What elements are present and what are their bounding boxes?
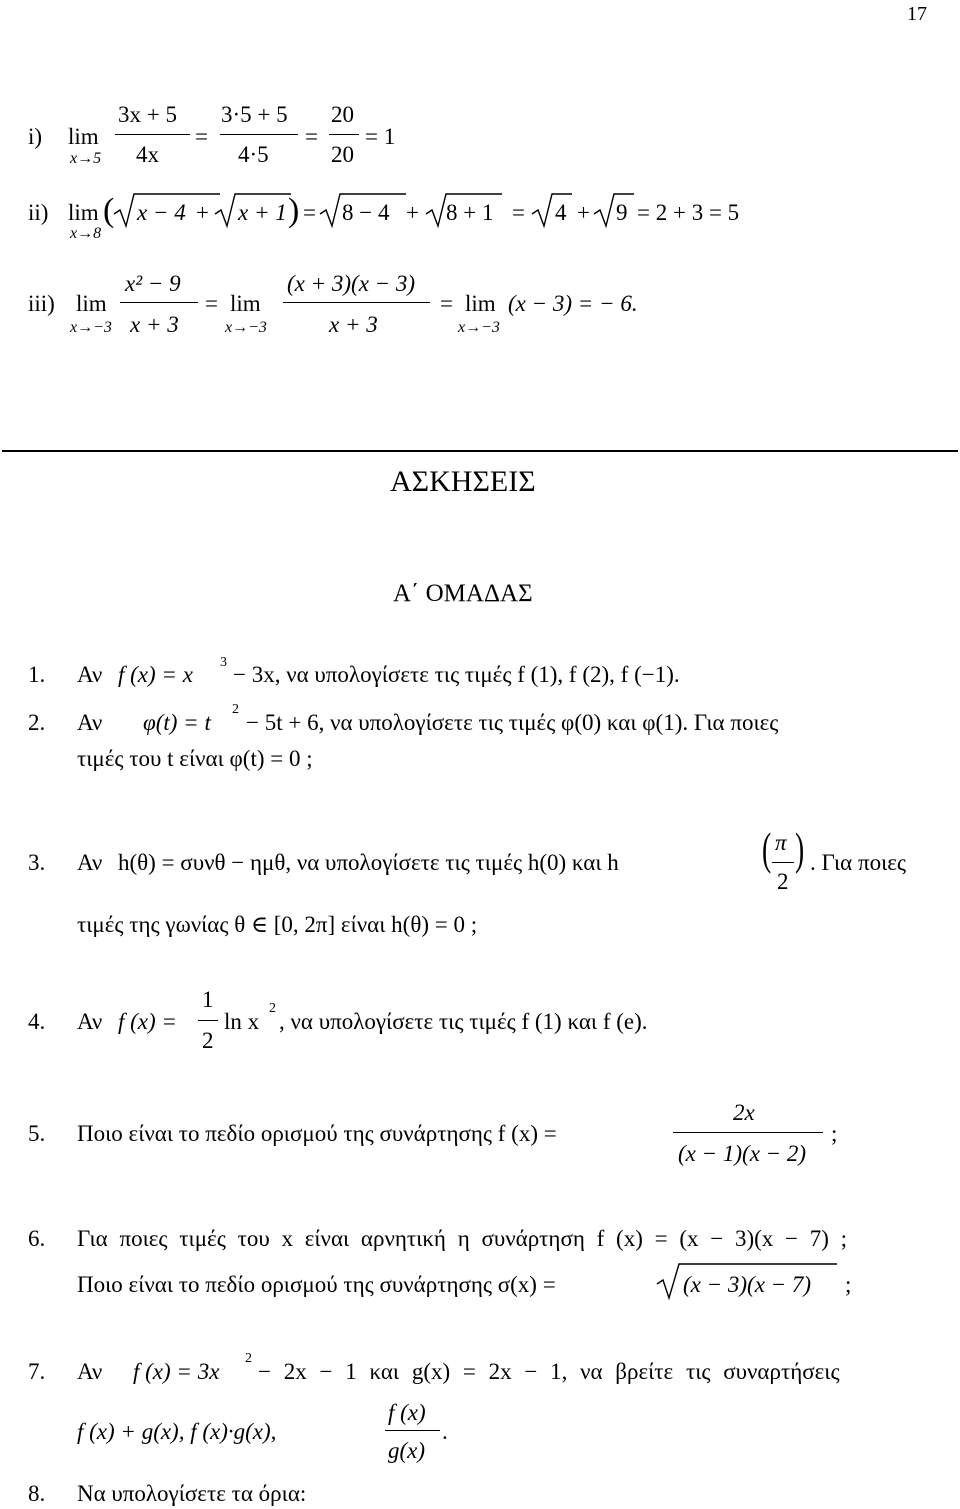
- radicand: 9: [616, 200, 628, 225]
- lim-operator: lim: [230, 291, 261, 316]
- lim-subscript: x→5: [70, 150, 102, 167]
- equals-sign: =: [305, 124, 318, 149]
- fraction-denominator: g(x): [388, 1438, 426, 1463]
- lim-subscript: x→−3: [225, 319, 267, 336]
- exercise-text: Ποιο είναι το πεδίο ορισμού της συνάρτησης σ(x) =: [77, 1272, 556, 1297]
- exercise-number: 5.: [28, 1121, 46, 1146]
- exercise-number: 6.: [28, 1226, 46, 1251]
- fraction-denominator: x + 3: [130, 312, 179, 337]
- plus-sign: +: [196, 200, 209, 225]
- exercise-number: 4.: [28, 1009, 46, 1034]
- radicand: x − 4: [137, 200, 186, 225]
- exercise-text: Να υπολογίσετε τα όρια:: [77, 1481, 307, 1506]
- example-label: i): [28, 124, 43, 149]
- fraction-numerator: π: [775, 830, 787, 855]
- exercise-text: τιμές του t είναι φ(t) = 0 ;: [77, 746, 313, 771]
- left-paren: (: [103, 192, 115, 229]
- fraction-denominator: 2: [777, 869, 789, 894]
- result: (x − 3) = − 6.: [508, 291, 638, 316]
- fraction-denominator: 20: [331, 142, 354, 167]
- fraction-numerator: x² − 9: [125, 271, 181, 296]
- exercise-number: 3.: [28, 850, 46, 875]
- plus-sign: +: [577, 200, 590, 225]
- right-paren: ): [795, 823, 805, 874]
- lim-operator: lim: [68, 124, 99, 149]
- exponent: 2: [245, 1351, 252, 1366]
- fraction-bar: [283, 302, 430, 303]
- exercise-text: τιμές της γωνίας θ ∈ [0, 2π] είναι h(θ) = 0 ;: [77, 912, 478, 937]
- lim-subscript: x→8: [70, 225, 102, 242]
- exercise-text: , να υπολογίσετε τις τιμές f (1) και f (e).: [279, 1009, 648, 1034]
- fraction-numerator: 1: [202, 987, 214, 1012]
- lim-operator: lim: [465, 291, 496, 316]
- equals-sign: =: [303, 200, 316, 225]
- fraction-denominator: x + 3: [329, 312, 378, 337]
- radicand: x + 1: [238, 200, 287, 225]
- section-title: ΑΣΚΗΣΕΙΣ: [390, 465, 536, 498]
- fraction-bar: [115, 134, 190, 135]
- radicand: (x − 3)(x − 7): [683, 1272, 812, 1297]
- example-label: ii): [28, 200, 49, 225]
- plus-sign: +: [406, 200, 419, 225]
- fraction-numerator: 2x: [733, 1100, 755, 1125]
- fraction-numerator: (x + 3)(x − 3): [287, 271, 416, 296]
- fraction-numerator: 3·5 + 5: [221, 102, 288, 127]
- exercise-text: − 5t + 6, να υπολογίσετε τις τιμές φ(0) και φ(1). Για ποιες: [246, 710, 779, 735]
- exercise-text: − 3x, να υπολογίσετε τις τιμές f (1), f (2), f (−1).: [233, 662, 680, 687]
- equals-sign: =: [195, 124, 208, 149]
- exercise-word: Αν: [77, 662, 103, 687]
- function-def: f (x) = x: [118, 662, 193, 687]
- exercise-text: Για ποιες τιμές του x είναι αρνητική η συνάρτηση f (x) = (x − 3)(x − 7) ;: [77, 1226, 848, 1251]
- section-divider: [2, 450, 958, 452]
- exercise-number: 8.: [28, 1481, 46, 1506]
- fraction-bar: [385, 1430, 440, 1431]
- sqrt-sign: [592, 192, 637, 232]
- exercise-text: f (x) + g(x), f (x)·g(x),: [77, 1419, 277, 1444]
- result: = 2 + 3 = 5: [637, 200, 740, 225]
- fraction-bar: [329, 134, 359, 135]
- equals-sign: =: [512, 200, 525, 225]
- exercise-text: Ποιο είναι το πεδίο ορισμού της συνάρτησης f (x) =: [77, 1121, 557, 1146]
- exercise-text: ;: [831, 1121, 838, 1146]
- exercise-number: 2.: [28, 710, 46, 735]
- exercise-text: . Για ποιες: [810, 850, 907, 875]
- radicand: 8 + 1: [446, 200, 494, 225]
- equals-sign: =: [205, 291, 218, 316]
- example-label: iii): [28, 291, 55, 316]
- radicand: 8 − 4: [342, 200, 390, 225]
- function-def: f (x) = 3x: [133, 1359, 220, 1384]
- lim-operator: lim: [68, 200, 99, 225]
- ln-expression: ln x: [224, 1009, 260, 1034]
- exercise-word: Αν: [77, 850, 103, 875]
- page-number: 17: [907, 3, 927, 25]
- fraction-numerator: 20: [331, 102, 354, 127]
- exponent: 3: [220, 655, 227, 670]
- fraction-numerator: f (x): [388, 1400, 426, 1425]
- exercise-word: Αν: [77, 710, 103, 735]
- equals-sign: =: [440, 291, 453, 316]
- right-paren: ): [288, 192, 300, 229]
- exercise-text: h(θ) = συνθ − ημθ, να υπολογίσετε τις τιμές h(0) και h: [118, 850, 619, 875]
- fraction-denominator: 4x: [136, 142, 159, 167]
- fraction-bar: [673, 1132, 823, 1133]
- fraction-numerator: 3x + 5: [118, 102, 177, 127]
- lim-subscript: x→−3: [70, 319, 112, 336]
- exercise-text: .: [442, 1419, 448, 1444]
- fraction-bar: [220, 134, 298, 135]
- exercise-word: Αν: [77, 1359, 103, 1384]
- exponent: 2: [269, 1001, 276, 1016]
- sqrt-sign: [530, 192, 575, 232]
- radicand: 4: [555, 200, 567, 225]
- fraction-bar: [772, 862, 794, 863]
- result: = 1: [365, 124, 396, 149]
- fraction-denominator: 4·5: [238, 142, 269, 167]
- exercise-text: ;: [845, 1272, 852, 1297]
- exponent: 2: [232, 702, 239, 717]
- function-def: f (x) =: [118, 1009, 177, 1034]
- exercise-number: 7.: [28, 1359, 46, 1384]
- fraction-denominator: 2: [202, 1028, 214, 1053]
- left-paren: (: [762, 823, 772, 874]
- fraction-denominator: (x − 1)(x − 2): [678, 1141, 807, 1166]
- lim-operator: lim: [76, 291, 107, 316]
- exercise-text: − 2x − 1 και g(x) = 2x − 1, να βρείτε τις συναρτήσεις: [258, 1359, 840, 1384]
- fraction-bar: [120, 302, 198, 303]
- exercise-word: Αν: [77, 1009, 103, 1034]
- group-title: Α΄ ΟΜΑΔΑΣ: [393, 580, 533, 607]
- function-def: φ(t) = t: [143, 710, 211, 735]
- fraction-bar: [198, 1020, 218, 1021]
- exercise-number: 1.: [28, 662, 46, 687]
- lim-subscript: x→−3: [458, 319, 500, 336]
